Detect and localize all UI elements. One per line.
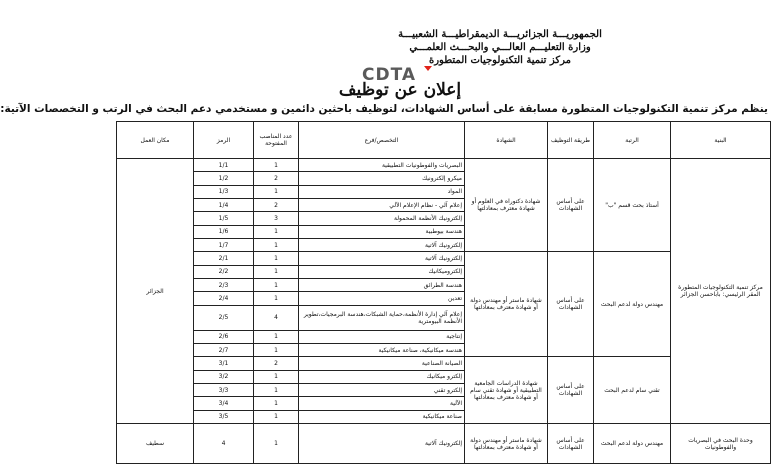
ministry-name: وزارة التعليـــم العالـــي والبحـــث العلمـــي (409, 42, 591, 53)
method-g1: على أساس الشهادات (548, 159, 594, 252)
specialty-cell: إلكترو تقني (299, 383, 465, 396)
rank-g3: تقني سام لدعم البحث (594, 357, 671, 424)
posts-cell: 1 (254, 383, 299, 396)
entity-unit: وحدة البحث في البصريات والفوطونيات (671, 424, 771, 464)
entity-main: مركز تنمية التكنولوجيات المتطورة المقر الرئيسي: باباحسن الجزائر (671, 159, 771, 424)
rank-g4: مهندس دولة لدعم البحث (594, 424, 671, 464)
svg-text:CDTA: CDTA (362, 65, 417, 82)
posts-cell: 3 (254, 212, 299, 225)
rank-g1: أستاذ بحث قسم "ب" (594, 159, 671, 252)
intro-text: ينظم مركز تنمية التكنولوجيات المتطورة مسابقة على أساس الشهادات، لتوظيف باحثين دائمين و مستخدمي دعم البحث في الرتب و التخصصات الآتية: (0, 103, 768, 115)
posts-cell: 1 (254, 343, 299, 356)
table-row (117, 424, 771, 464)
posts-cell: 1 (254, 410, 299, 423)
positions-table (116, 121, 771, 464)
specialty-cell: هندسة بيوطبية (299, 225, 465, 238)
code-cell: 2/5 (194, 305, 254, 330)
posts-cell: 1 (254, 424, 299, 464)
table-header-row (117, 122, 771, 159)
code-cell: 1/2 (194, 172, 254, 185)
announcement-title: إعلان عن توظيف (338, 80, 462, 100)
specialty-cell: الصيانة الصناعية (299, 357, 465, 370)
posts-cell: 2 (254, 198, 299, 211)
code-cell: 2/6 (194, 330, 254, 343)
code-cell: 1/5 (194, 212, 254, 225)
posts-cell: 2 (254, 357, 299, 370)
specialty-cell: إلكترونيك آلاتية (299, 424, 465, 464)
degree-g3: شهادة الدراسات الجامعية التطبيقية أو شهادة تقني سام أو شهادة معترف بمعادلتها (465, 357, 548, 424)
col-location: مكان العمل (117, 122, 194, 159)
center-name: مركز تنمية التكنولوجيات المتطورة (428, 55, 572, 66)
specialty-cell: هندسة الطرائق (299, 278, 465, 291)
republic-name: الجمهوريـــة الجزائريـــة الديمقراطيـــة الشعبيـــة (398, 29, 602, 40)
specialty-cell: البصريات والفوطونيات التطبيقية (299, 159, 465, 172)
code-cell: 3/4 (194, 397, 254, 410)
code-cell: 2/2 (194, 265, 254, 278)
col-code: الرمز (194, 122, 254, 159)
posts-cell: 2 (254, 172, 299, 185)
specialty-cell: إلكتروميكانيك (299, 265, 465, 278)
specialty-cell: إلكترونيك آلاتية (299, 238, 465, 251)
code-cell: 2/1 (194, 252, 254, 265)
specialty-cell: إلكترو ميكانيك (299, 370, 465, 383)
specialty-cell: الآلية (299, 397, 465, 410)
posts-cell: 1 (254, 397, 299, 410)
code-cell: 3/3 (194, 383, 254, 396)
location-main: الجزائر (117, 159, 194, 424)
degree-g1: شهادة دكتوراه في العلوم أو شهادة معترف بمعادلتها (465, 159, 548, 252)
specialty-cell: تعدين (299, 292, 465, 305)
code-cell: 1/3 (194, 185, 254, 198)
code-cell: 1/6 (194, 225, 254, 238)
table-row (117, 159, 771, 172)
posts-cell: 1 (254, 185, 299, 198)
posts-cell: 1 (254, 330, 299, 343)
code-cell: 3/1 (194, 357, 254, 370)
col-rank: الرتبة (594, 122, 671, 159)
specialty-cell: إعلام آلي - نظام الإعلام الآلي (299, 198, 465, 211)
posts-cell: 1 (254, 159, 299, 172)
posts-cell: 1 (254, 265, 299, 278)
posts-cell: 1 (254, 292, 299, 305)
degree-g2: شهادة ماستر أو مهندس دولة أو شهادة معترف بمعادلتها (465, 252, 548, 357)
specialty-cell: إنتاجية (299, 330, 465, 343)
col-posts: عدد المناصب المفتوحة (254, 122, 299, 159)
rank-g2: مهندس دولة لدعم البحث (594, 252, 671, 357)
col-method: طريقة التوظيف (548, 122, 594, 159)
code-cell: 2/3 (194, 278, 254, 291)
method-g3: على أساس الشهادات (548, 357, 594, 424)
posts-cell: 1 (254, 278, 299, 291)
code-cell: 2/7 (194, 343, 254, 356)
specialty-cell: المواد (299, 185, 465, 198)
method-g4: على أساس الشهادات (548, 424, 594, 464)
posts-cell: 1 (254, 238, 299, 251)
col-entity: البنية (671, 122, 771, 159)
code-cell: 1/7 (194, 238, 254, 251)
col-specialty: التخصص/فرع (299, 122, 465, 159)
code-cell: 2/4 (194, 292, 254, 305)
specialty-cell: صناعة ميكانيكية (299, 410, 465, 423)
code-cell: 3/5 (194, 410, 254, 423)
code-cell: 1/1 (194, 159, 254, 172)
posts-cell: 1 (254, 225, 299, 238)
posts-cell: 1 (254, 370, 299, 383)
posts-cell: 1 (254, 252, 299, 265)
code-cell: 1/4 (194, 198, 254, 211)
posts-cell: 4 (254, 305, 299, 330)
code-cell: 3/2 (194, 370, 254, 383)
specialty-cell: إلكترونيك آلاتية (299, 252, 465, 265)
location-unit: سطيف (117, 424, 194, 464)
specialty-cell: ميكرو إلكترونيك (299, 172, 465, 185)
letterhead (220, 28, 780, 67)
code-cell: 4 (194, 424, 254, 464)
specialty-cell: إعلام آلي إدارة الأنظمة،حماية الشبكات،هندسة البرمجيات،تطوير الأنظمة البيومترية (299, 305, 465, 330)
degree-g4: شهادة ماستر أو مهندس دولة أو شهادة معترف بمعادلتها (465, 424, 548, 464)
col-degree: الشهادة (465, 122, 548, 159)
specialty-cell: إلكترونيك الأنظمة المحمولة (299, 212, 465, 225)
method-g2: على أساس الشهادات (548, 252, 594, 357)
specialty-cell: هندسة ميكانيكية، صناعة ميكانيكية (299, 343, 465, 356)
